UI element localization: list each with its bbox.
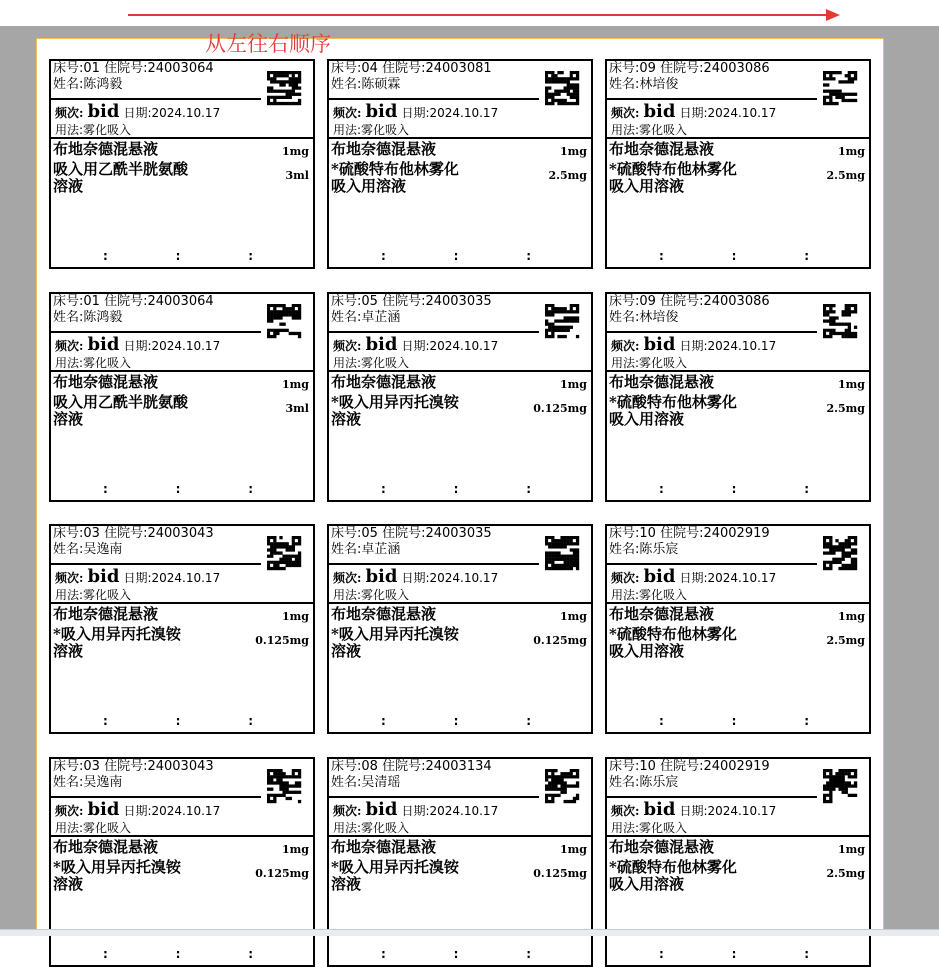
divider <box>329 137 591 139</box>
time-fields: : : : <box>103 947 253 961</box>
usage-method: 用法:雾化吸入 <box>611 588 688 602</box>
frequency-value: bid <box>365 101 398 122</box>
bed-number: 床号:03 <box>53 759 100 774</box>
divider <box>51 370 313 372</box>
drug-name-1: 布地奈德混悬液 <box>331 140 437 158</box>
frequency-row <box>333 566 498 587</box>
label-date: 日期:2024.10.17 <box>679 106 777 120</box>
bed-number: 床号:04 <box>331 61 378 76</box>
patient-name: 姓名:陈乐宸 <box>609 775 679 790</box>
qr-code-icon <box>823 769 857 803</box>
status-strip <box>0 929 939 936</box>
qr-code-icon <box>823 304 857 338</box>
drug-name-2-cont: 吸入用溶液 <box>609 642 685 660</box>
frequency-label: 频次: <box>333 106 362 120</box>
medication-label <box>605 59 871 269</box>
usage-method: 用法:雾化吸入 <box>55 588 132 602</box>
label-date: 日期:2024.10.17 <box>123 339 221 353</box>
label-header <box>331 294 492 326</box>
frequency-value: bid <box>643 334 676 355</box>
label-date: 日期:2024.10.17 <box>401 571 499 585</box>
frequency-value: bid <box>643 799 676 820</box>
admission-number: 住院号:24003134 <box>382 759 492 774</box>
drug-name-2: *硫酸特布他林雾化 <box>609 625 737 643</box>
usage-method: 用法:雾化吸入 <box>333 123 410 137</box>
drug-name-2: *硫酸特布他林雾化 <box>609 858 737 876</box>
divider <box>329 98 539 100</box>
patient-name: 姓名:陈硕霖 <box>331 77 401 92</box>
print-page <box>36 38 884 961</box>
patient-name: 姓名:吴逸南 <box>53 542 123 557</box>
drug-name-2: *吸入用异丙托溴铵 <box>53 858 181 876</box>
frequency-label: 频次: <box>611 571 640 585</box>
label-header <box>609 61 770 93</box>
divider <box>51 331 261 333</box>
label-date: 日期:2024.10.17 <box>401 339 499 353</box>
time-fields: : : : <box>659 947 809 961</box>
bed-number: 床号:10 <box>609 526 656 541</box>
drug-name-2: 吸入用乙酰半胱氨酸 <box>53 160 189 178</box>
frequency-label: 频次: <box>333 804 362 818</box>
admission-number: 住院号:24003064 <box>104 294 214 309</box>
qr-code-icon <box>267 304 301 338</box>
drug-name-2-cont: 吸入用溶液 <box>609 410 685 428</box>
drug-dose-2: 2.5mg <box>826 867 865 880</box>
patient-name: 姓名:林培俊 <box>609 77 679 92</box>
drug-dose-2: 3ml <box>285 169 309 182</box>
frequency-row <box>55 566 220 587</box>
admission-number: 住院号:24002919 <box>660 526 770 541</box>
frequency-row <box>611 566 776 587</box>
drug-dose-2: 0.125mg <box>533 402 587 415</box>
patient-name: 姓名:林培俊 <box>609 310 679 325</box>
drug-dose-1: 1mg <box>560 843 587 856</box>
drug-dose-1: 1mg <box>560 378 587 391</box>
label-header <box>53 526 214 558</box>
usage-method: 用法:雾化吸入 <box>333 821 410 835</box>
patient-name: 姓名:卓芷涵 <box>331 542 401 557</box>
time-fields: : : : <box>381 947 531 961</box>
drug-name-1: 布地奈德混悬液 <box>53 373 159 391</box>
frequency-label: 频次: <box>55 339 84 353</box>
drug-name-1: 布地奈德混悬液 <box>609 605 715 623</box>
label-date: 日期:2024.10.17 <box>401 804 499 818</box>
divider <box>329 835 591 837</box>
frequency-row <box>55 334 220 355</box>
usage-method: 用法:雾化吸入 <box>55 821 132 835</box>
frequency-value: bid <box>365 566 398 587</box>
drug-name-2-cont: 吸入用溶液 <box>609 875 685 893</box>
divider <box>51 835 313 837</box>
drug-name-1: 布地奈德混悬液 <box>53 605 159 623</box>
label-header <box>331 759 492 791</box>
label-date: 日期:2024.10.17 <box>679 339 777 353</box>
qr-code-icon <box>823 71 857 105</box>
usage-method: 用法:雾化吸入 <box>55 123 132 137</box>
admission-number: 住院号:24002919 <box>660 759 770 774</box>
frequency-value: bid <box>87 101 120 122</box>
admission-number: 住院号:24003064 <box>104 61 214 76</box>
divider <box>607 602 869 604</box>
divider <box>329 796 539 798</box>
frequency-label: 频次: <box>611 804 640 818</box>
qr-code-icon <box>545 71 579 105</box>
label-date: 日期:2024.10.17 <box>679 571 777 585</box>
frequency-row <box>611 799 776 820</box>
drug-name-2-cont: 溶液 <box>331 642 362 660</box>
drug-name-1: 布地奈德混悬液 <box>331 838 437 856</box>
frequency-row <box>333 334 498 355</box>
label-date: 日期:2024.10.17 <box>401 106 499 120</box>
label-date: 日期:2024.10.17 <box>679 804 777 818</box>
drug-dose-1: 1mg <box>838 610 865 623</box>
drug-dose-2: 0.125mg <box>255 634 309 647</box>
drug-name-1: 布地奈德混悬液 <box>609 373 715 391</box>
medication-label <box>327 292 593 502</box>
bed-number: 床号:03 <box>53 526 100 541</box>
drug-name-2-cont: 溶液 <box>331 875 362 893</box>
qr-code-icon <box>823 536 857 570</box>
label-date: 日期:2024.10.17 <box>123 571 221 585</box>
frequency-label: 频次: <box>611 106 640 120</box>
drug-name-1: 布地奈德混悬液 <box>331 605 437 623</box>
divider <box>607 370 869 372</box>
bed-number: 床号:09 <box>609 61 656 76</box>
usage-method: 用法:雾化吸入 <box>333 356 410 370</box>
drug-dose-1: 1mg <box>560 610 587 623</box>
time-fields: : : : <box>659 249 809 263</box>
label-header <box>331 526 492 558</box>
divider <box>329 370 591 372</box>
drug-name-2: *吸入用异丙托溴铵 <box>331 393 459 411</box>
admission-number: 住院号:24003086 <box>660 294 770 309</box>
drug-name-2-cont: 溶液 <box>331 410 362 428</box>
medication-label <box>49 59 315 269</box>
frequency-value: bid <box>87 566 120 587</box>
label-header <box>53 759 214 791</box>
drug-name-2-cont: 溶液 <box>53 410 84 428</box>
patient-name: 姓名:吴逸南 <box>53 775 123 790</box>
drug-dose-2: 2.5mg <box>826 402 865 415</box>
time-fields: : : : <box>103 249 253 263</box>
drug-dose-2: 2.5mg <box>826 169 865 182</box>
admission-number: 住院号:24003043 <box>104 526 214 541</box>
time-fields: : : : <box>381 714 531 728</box>
divider <box>51 137 313 139</box>
drug-dose-1: 1mg <box>838 378 865 391</box>
label-header <box>609 526 770 558</box>
admission-number: 住院号:24003035 <box>382 294 492 309</box>
qr-code-icon <box>545 536 579 570</box>
frequency-label: 频次: <box>55 106 84 120</box>
drug-name-2: *吸入用异丙托溴铵 <box>331 858 459 876</box>
drug-name-2: *吸入用异丙托溴铵 <box>331 625 459 643</box>
frequency-value: bid <box>365 799 398 820</box>
frequency-value: bid <box>643 566 676 587</box>
drug-dose-2: 2.5mg <box>548 169 587 182</box>
medication-label <box>327 524 593 734</box>
drug-dose-1: 1mg <box>282 378 309 391</box>
patient-name: 姓名:卓芷涵 <box>331 310 401 325</box>
bed-number: 床号:08 <box>331 759 378 774</box>
drug-name-2-cont: 吸入用溶液 <box>331 177 407 195</box>
frequency-value: bid <box>87 799 120 820</box>
drug-dose-2: 2.5mg <box>826 634 865 647</box>
drug-dose-1: 1mg <box>838 843 865 856</box>
medication-label <box>327 59 593 269</box>
drug-dose-1: 1mg <box>560 145 587 158</box>
drug-dose-1: 1mg <box>282 610 309 623</box>
label-header <box>331 61 492 93</box>
label-header <box>609 294 770 326</box>
bed-number: 床号:10 <box>609 759 656 774</box>
divider <box>607 98 817 100</box>
drug-name-2: *吸入用异丙托溴铵 <box>53 625 181 643</box>
admission-number: 住院号:24003035 <box>382 526 492 541</box>
time-fields: : : : <box>659 482 809 496</box>
qr-code-icon <box>545 769 579 803</box>
divider <box>51 98 261 100</box>
drug-name-2: 吸入用乙酰半胱氨酸 <box>53 393 189 411</box>
drug-name-2-cont: 溶液 <box>53 177 84 195</box>
frequency-row <box>55 799 220 820</box>
label-header <box>609 759 770 791</box>
label-date: 日期:2024.10.17 <box>123 804 221 818</box>
frequency-value: bid <box>365 334 398 355</box>
medication-label <box>605 524 871 734</box>
order-arrow-line <box>128 14 828 16</box>
frequency-label: 频次: <box>333 571 362 585</box>
admission-number: 住院号:24003043 <box>104 759 214 774</box>
frequency-row <box>55 101 220 122</box>
qr-code-icon <box>545 304 579 338</box>
top-strip <box>0 0 939 26</box>
frequency-row <box>611 334 776 355</box>
qr-code-icon <box>267 769 301 803</box>
divider <box>607 563 817 565</box>
drug-dose-1: 1mg <box>282 145 309 158</box>
drug-name-2-cont: 溶液 <box>53 875 84 893</box>
drug-name-2: *硫酸特布他林雾化 <box>609 160 737 178</box>
drug-name-2: *硫酸特布他林雾化 <box>331 160 459 178</box>
drug-name-2-cont: 吸入用溶液 <box>609 177 685 195</box>
drug-name-1: 布地奈德混悬液 <box>53 140 159 158</box>
time-fields: : : : <box>381 249 531 263</box>
time-fields: : : : <box>103 714 253 728</box>
frequency-label: 频次: <box>333 339 362 353</box>
usage-method: 用法:雾化吸入 <box>611 123 688 137</box>
medication-label <box>49 292 315 502</box>
order-note: 从左往右顺序 <box>205 32 331 56</box>
drug-name-1: 布地奈德混悬液 <box>609 838 715 856</box>
divider <box>51 563 261 565</box>
usage-method: 用法:雾化吸入 <box>55 356 132 370</box>
bed-number: 床号:05 <box>331 526 378 541</box>
bed-number: 床号:01 <box>53 61 100 76</box>
bed-number: 床号:01 <box>53 294 100 309</box>
drug-dose-2: 3ml <box>285 402 309 415</box>
frequency-row <box>333 799 498 820</box>
divider <box>607 331 817 333</box>
divider <box>329 602 591 604</box>
bed-number: 床号:09 <box>609 294 656 309</box>
usage-method: 用法:雾化吸入 <box>333 588 410 602</box>
qr-code-icon <box>267 536 301 570</box>
qr-code-icon <box>267 71 301 105</box>
patient-name: 姓名:陈鸿毅 <box>53 310 123 325</box>
drug-name-1: 布地奈德混悬液 <box>53 838 159 856</box>
usage-method: 用法:雾化吸入 <box>611 821 688 835</box>
divider <box>607 835 869 837</box>
divider <box>329 563 539 565</box>
frequency-row <box>611 101 776 122</box>
frequency-label: 频次: <box>611 339 640 353</box>
drug-dose-2: 0.125mg <box>533 634 587 647</box>
drug-dose-1: 1mg <box>282 843 309 856</box>
divider <box>51 796 261 798</box>
drug-name-2-cont: 溶液 <box>53 642 84 660</box>
label-header <box>53 61 214 93</box>
medication-label <box>49 524 315 734</box>
divider <box>607 137 869 139</box>
time-fields: : : : <box>381 482 531 496</box>
patient-name: 姓名:吴清瑶 <box>331 775 401 790</box>
label-header <box>53 294 214 326</box>
frequency-row <box>333 101 498 122</box>
drug-name-2: *硫酸特布他林雾化 <box>609 393 737 411</box>
drug-name-1: 布地奈德混悬液 <box>331 373 437 391</box>
patient-name: 姓名:陈乐宸 <box>609 542 679 557</box>
frequency-value: bid <box>87 334 120 355</box>
drug-dose-1: 1mg <box>838 145 865 158</box>
divider <box>329 331 539 333</box>
drug-dose-2: 0.125mg <box>533 867 587 880</box>
bed-number: 床号:05 <box>331 294 378 309</box>
patient-name: 姓名:陈鸿毅 <box>53 77 123 92</box>
frequency-label: 频次: <box>55 804 84 818</box>
divider <box>607 796 817 798</box>
label-date: 日期:2024.10.17 <box>123 106 221 120</box>
frequency-label: 频次: <box>55 571 84 585</box>
divider <box>51 602 313 604</box>
admission-number: 住院号:24003086 <box>660 61 770 76</box>
admission-number: 住院号:24003081 <box>382 61 492 76</box>
usage-method: 用法:雾化吸入 <box>611 356 688 370</box>
drug-dose-2: 0.125mg <box>255 867 309 880</box>
time-fields: : : : <box>103 482 253 496</box>
medication-label <box>605 292 871 502</box>
arrow-right-icon <box>826 9 840 21</box>
drug-name-1: 布地奈德混悬液 <box>609 140 715 158</box>
frequency-value: bid <box>643 101 676 122</box>
time-fields: : : : <box>659 714 809 728</box>
